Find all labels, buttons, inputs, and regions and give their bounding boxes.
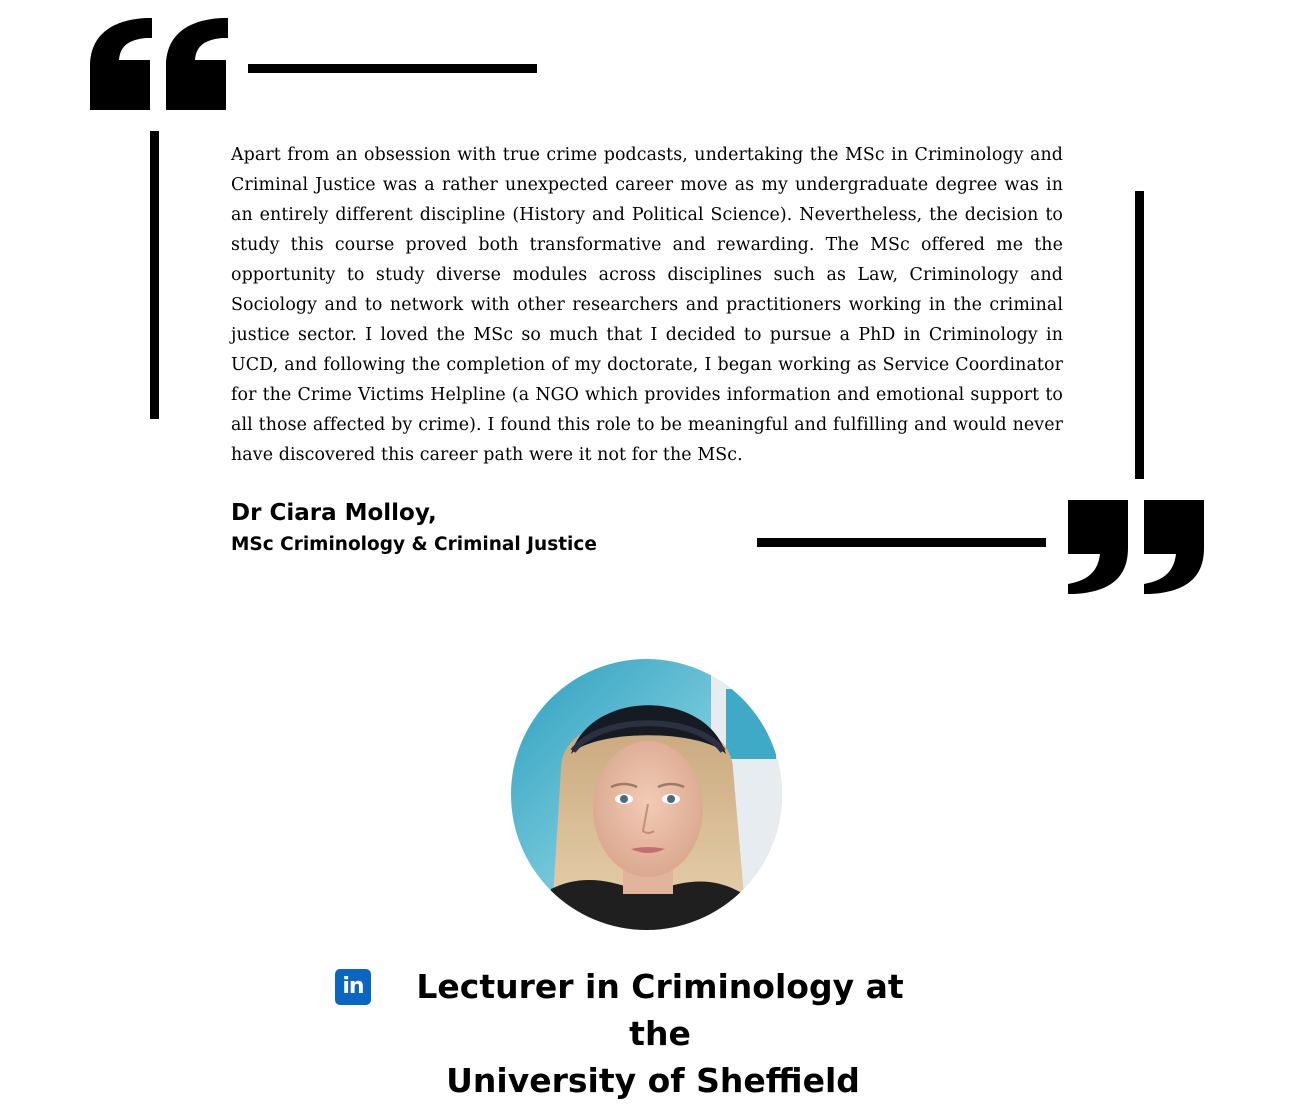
profile-photo: [511, 659, 782, 930]
close-quote-icon: [1062, 496, 1208, 596]
author-program: MSc Criminology & Criminal Justice: [231, 534, 597, 555]
author-name: Dr Ciara Molloy,: [231, 500, 437, 526]
open-quote-icon: [86, 14, 232, 114]
current-role: [380, 963, 940, 1104]
right-divider: [1135, 191, 1144, 479]
left-divider: [150, 131, 159, 419]
linkedin-icon[interactable]: in: [335, 969, 371, 1005]
testimonial-text: Apart from an obsession with true crime podcasts, undertaking the MSc in Criminology and Criminal Justice was a rather unexpected career move as my undergraduate degree was in an entirely different discipline (History and Political Science). Nevertheless, the decision to study this course proved both transformative and rewarding. The MSc offered me the opportunity to study diverse modules across disciplines such as Law, Criminology and Sociology and to network with other researchers and practitioners working in the criminal justice sector. I loved the MSc so much that I decided to pursue a PhD in Criminology in UCD, and following the completion of my doctorate, I began working as Service Coordinator for the Crime Victims Helpline (a NGO which provides information and emotional support to all those affected by crime). I found this role to be meaningful and fulfilling and would never have discovered this career path were it not for the MSc.: [231, 145, 1063, 465]
top-divider: [248, 64, 537, 73]
role-line-1: Lecturer in Criminology at the: [416, 967, 904, 1053]
role-line-2: University of Sheffield: [446, 1061, 860, 1100]
bottom-divider: [757, 538, 1046, 547]
